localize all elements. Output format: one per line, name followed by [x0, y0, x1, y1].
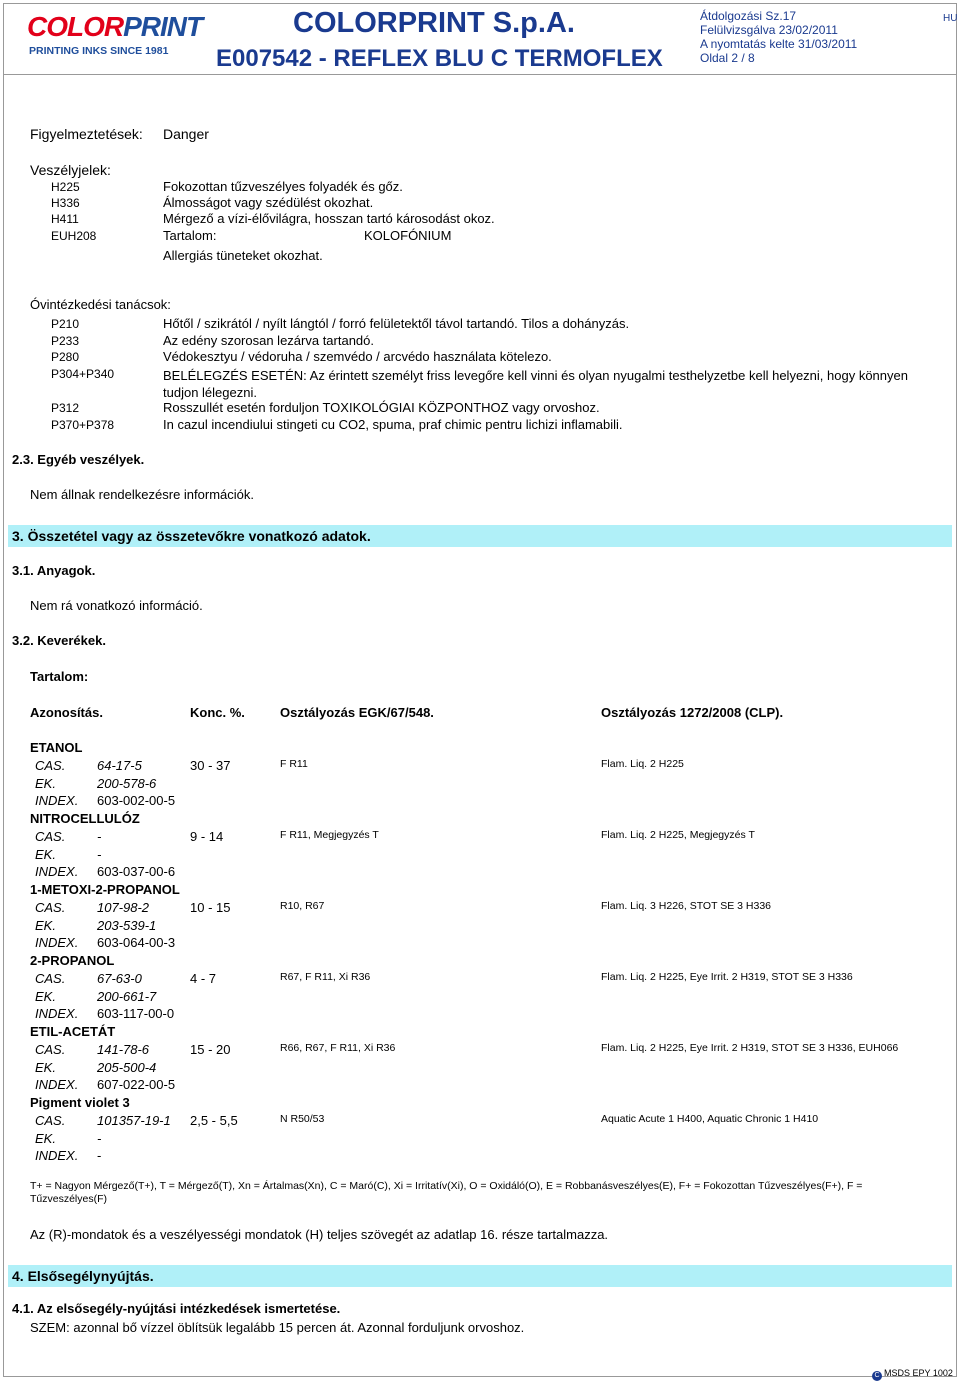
cas-value: 101357-19-1 [97, 1113, 171, 1128]
concentration: 15 - 20 [190, 1042, 231, 1057]
section-2-3-title: 2.3. Egyéb veszélyek. [12, 452, 145, 467]
hazards-label: Veszélyjelek: [30, 162, 111, 178]
concentration: 10 - 15 [190, 900, 231, 915]
section-2-3-text: Nem állnak rendelkezésre információk. [30, 487, 254, 502]
page-number: Oldal 2 / 8 [700, 51, 755, 65]
index-label: INDEX. [35, 793, 79, 808]
eec-classification: F R11 [280, 758, 308, 770]
eec-classification: F R11, Megjegyzés T [280, 829, 379, 841]
cas-label: CAS. [35, 829, 66, 844]
hazard-code: EUH208 [51, 229, 97, 243]
company-logo [27, 11, 203, 61]
msds-code: MSDS EPY 1002 [884, 1368, 953, 1378]
ek-label: EK. [35, 1060, 56, 1075]
index-label: INDEX. [35, 1148, 79, 1163]
cas-value: 64-17-5 [97, 758, 142, 773]
index-value: 603-037-00-6 [97, 864, 176, 879]
logo-text-print: PRINT [123, 11, 203, 42]
substance-name: ETANOL [30, 740, 83, 755]
section-3-1-text: Nem rá vonatkozó információ. [30, 598, 203, 613]
ek-label: EK. [35, 1131, 56, 1146]
section-4-title: 4. Elsősegélynyújtás. [12, 1268, 154, 1284]
review-date: Felülvizsgálva 23/02/2011 [700, 23, 838, 37]
cas-label: CAS. [35, 1113, 66, 1128]
eec-classification: R67, F R11, Xi R36 [280, 971, 371, 983]
index-value: 603-117-00-0 [97, 1006, 175, 1021]
copyright-icon: C [872, 1371, 882, 1381]
eec-classification: R66, R67, F R11, Xi R36 [280, 1042, 396, 1054]
substance-name: 1-METOXI-2-PROPANOL [30, 882, 180, 897]
concentration: 2,5 - 5,5 [190, 1113, 238, 1128]
col-header-clp: Osztályozás 1272/2008 (CLP). [601, 705, 784, 720]
page-frame [3, 3, 957, 1377]
index-label: INDEX. [35, 1077, 79, 1092]
concentration: 4 - 7 [190, 971, 217, 986]
substance-name: 2-PROPANOL [30, 953, 115, 968]
precaution-code: P312 [51, 401, 80, 415]
substance-name: ETIL-ACETÁT [30, 1024, 116, 1039]
euh-substance: KOLOFÓNIUM [364, 228, 452, 243]
hazard-text: Álmosságot vagy szédülést okozhat. [163, 195, 374, 210]
cas-value: 107-98-2 [97, 900, 150, 915]
substance-name: Pigment violet 3 [30, 1095, 130, 1110]
precaution-code: P233 [51, 334, 80, 348]
content-label: Tartalom: [30, 669, 89, 684]
section-4-1-text: SZEM: azonnal bő vízzel öblítsük legalább 15 percen át. Azonnal forduljunk orvoshoz. [30, 1320, 525, 1335]
hazard-code: H411 [51, 212, 79, 226]
ek-value: 200-578-6 [97, 776, 157, 791]
concentration: 9 - 14 [190, 829, 224, 844]
precaution-code: P210 [51, 317, 80, 331]
ek-label: EK. [35, 776, 56, 791]
warnings-value: Danger [163, 126, 209, 142]
print-date: A nyomtatás kelte 31/03/2011 [700, 37, 858, 51]
euh-note: Allergiás tüneteket okozhat. [163, 248, 323, 263]
cas-label: CAS. [35, 971, 66, 986]
section-3-1-title: 3.1. Anyagok. [12, 563, 96, 578]
revision-number: Átdolgozási Sz.17 [700, 9, 797, 23]
hazard-text: Mérgező a vízi-élővilágra, hosszan tartó károsodást okoz. [163, 211, 495, 226]
index-value: 603-064-00-3 [97, 935, 176, 950]
index-value: - [97, 1148, 102, 1163]
product-name: E007542 - REFLEX BLU C TERMOFLEX [216, 45, 663, 72]
concentration: 30 - 37 [190, 758, 231, 773]
index-value: 607-022-00-5 [97, 1077, 176, 1092]
cas-value: 141-78-6 [97, 1042, 150, 1057]
clp-classification: Flam. Liq. 2 H225, Eye Irrit. 2 H319, STOT SE 3 H336, EUH066 [601, 1042, 899, 1054]
cas-value: 67-63-0 [97, 971, 142, 986]
precaution-code: P370+P378 [51, 418, 115, 432]
hazard-text: Fokozottan tűzveszélyes folyadék és gőz. [163, 179, 403, 194]
index-label: INDEX. [35, 1006, 79, 1021]
precaution-code: P304+P340 [51, 367, 115, 381]
precaution-text: Az edény szorosan lezárva tartandó. [163, 333, 375, 348]
r-phrases-note: Az (R)-mondatok és a veszélyességi mondatok (H) teljes szövegét az adatlap 16. része tartalmazza. [30, 1227, 609, 1242]
precaution-text: Védokesztyu / védoruha / szemvédo / arcvédo használata kötelezo. [163, 349, 552, 364]
clp-classification: Flam. Liq. 3 H226, STOT SE 3 H336 [601, 900, 772, 912]
ek-label: EK. [35, 918, 56, 933]
eec-classification: N R50/53 [280, 1113, 325, 1125]
hazard-text: Tartalom: [163, 228, 217, 243]
index-label: INDEX. [35, 935, 79, 950]
warnings-label: Figyelmeztetések: [30, 126, 143, 142]
logo-text-color: COLOR [27, 11, 124, 42]
cas-value: - [97, 829, 102, 844]
index-label: INDEX. [35, 864, 79, 879]
substance-name: NITROCELLULÓZ [30, 811, 140, 826]
hazard-code: H336 [51, 196, 80, 210]
language-code: HU [943, 13, 958, 24]
ek-value: 203-539-1 [97, 918, 157, 933]
precaution-code: P280 [51, 350, 80, 364]
eec-classification: R10, R67 [280, 900, 325, 912]
col-header-id: Azonosítás. [30, 705, 103, 720]
col-header-eec: Osztályozás EGK/67/548. [280, 705, 434, 720]
hazard-code: H225 [51, 180, 80, 194]
precaution-text: In cazul incendiului stingeti cu CO2, spuma, praf chimic pentru lichizi inflamabili. [163, 417, 623, 432]
logo-tagline: PRINTING INKS SINCE 1981 [29, 45, 169, 57]
section-3-2-title: 3.2. Keverékek. [12, 633, 106, 648]
company-name: COLORPRINT S.p.A. [293, 7, 575, 39]
clp-classification: Aquatic Acute 1 H400, Aquatic Chronic 1 H410 [601, 1113, 819, 1125]
cas-label: CAS. [35, 758, 66, 773]
section-4-1-title: 4.1. Az elsősegély-nyújtási intézkedések ismertetése. [12, 1301, 341, 1316]
msds-footer-mark [872, 1368, 953, 1381]
clp-classification: Flam. Liq. 2 H225, Megjegyzés T [601, 829, 755, 841]
ek-label: EK. [35, 989, 56, 1004]
ek-value: 205-500-4 [97, 1060, 157, 1075]
ek-label: EK. [35, 847, 56, 862]
section-3-title: 3. Összetétel vagy az összetevőkre vonatkozó adatok. [12, 528, 371, 544]
ek-value: - [97, 1131, 102, 1146]
precaution-text: Hőtől / szikrától / nyílt lángtól / forró felületektől távol tartandó. Tilos a dohányzás. [163, 316, 630, 331]
clp-classification: Flam. Liq. 2 H225, Eye Irrit. 2 H319, STOT SE 3 H336 [601, 971, 853, 983]
clp-classification: Flam. Liq. 2 H225 [601, 758, 684, 770]
precautions-label: Óvintézkedési tanácsok: [30, 297, 171, 312]
cas-label: CAS. [35, 900, 66, 915]
classification-legend: T+ = Nagyon Mérgező(T+), T = Mérgező(T), Xn = Ártalmas(Xn), C = Maró(C), Xi = Irritatív(Xi), O = Oxidáló(O), E = Robbanásveszélyes(E), F+ = Fokozottan Tűzveszélyes(F+), F = Tűzveszélyes(F) [30, 1180, 863, 1205]
page-header [3, 3, 957, 75]
precaution-text: BELÉLEGZÉS ESETÉN: Az érintett személyt friss levegőre kell vinni és olyan nyugalmi testhelyzetbe kell helyezni, hogy könnyen tudjon lélegezni. [163, 368, 908, 400]
index-value: 603-002-00-5 [97, 793, 176, 808]
ek-value: 200-661-7 [97, 989, 157, 1004]
col-header-conc: Konc. %. [190, 705, 245, 720]
precaution-text: Rosszullét esetén forduljon TOXIKOLÓGIAI KÖZPONTHOZ vagy orvoshoz. [163, 400, 600, 415]
ek-value: - [97, 847, 102, 862]
cas-label: CAS. [35, 1042, 66, 1057]
